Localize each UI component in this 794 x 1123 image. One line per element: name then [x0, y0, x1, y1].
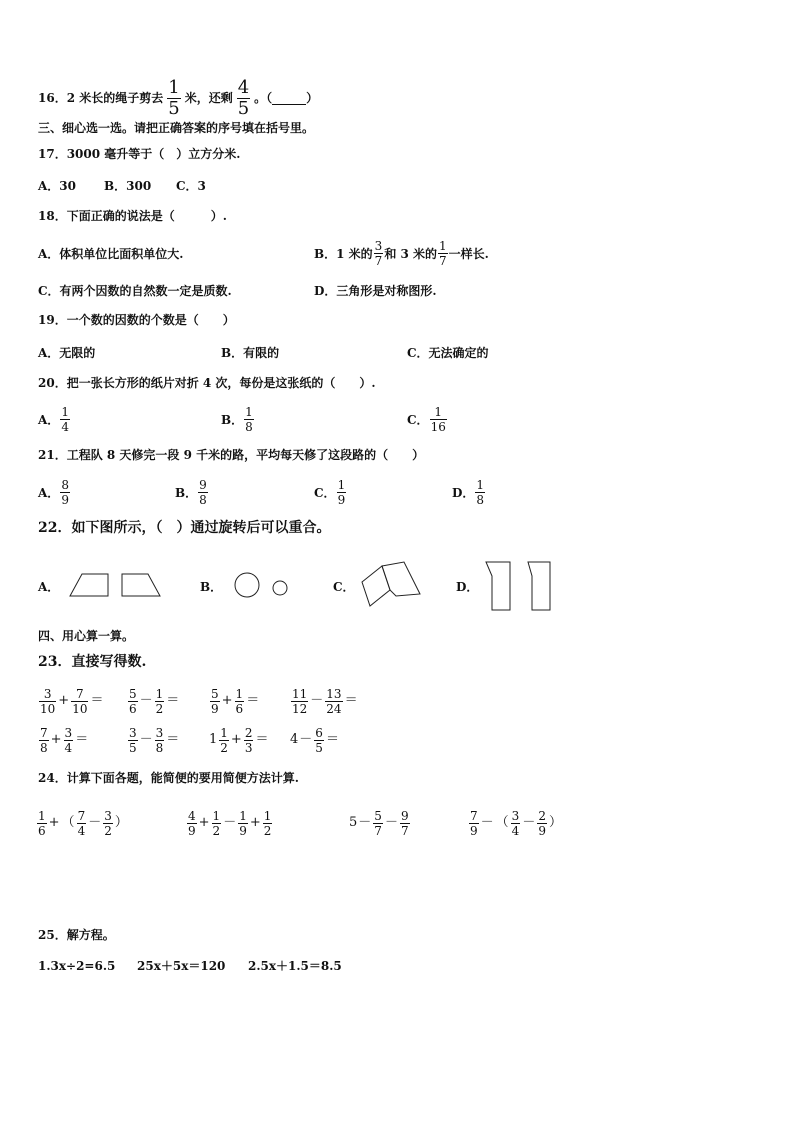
- fraction: [212, 810, 222, 837]
- denominator: 9: [188, 823, 196, 838]
- numerator: 1: [263, 808, 272, 823]
- math-symbol: ＝: [255, 732, 269, 747]
- fraction: [155, 688, 165, 715]
- q23-item-8: [290, 722, 340, 758]
- q20-option-a-label: A．: [38, 412, 60, 427]
- denominator: 8: [476, 492, 485, 507]
- q19-stem: 19．一个数的因数的个数是（ ）: [38, 313, 235, 327]
- denominator: 16: [430, 419, 446, 434]
- denominator: 9: [470, 823, 478, 838]
- math-symbol: +: [50, 732, 62, 747]
- denominator: 7: [374, 823, 382, 838]
- denominator: 10: [72, 701, 88, 716]
- math-symbol: ＝: [166, 732, 180, 747]
- q16-close: ）: [306, 91, 319, 105]
- q21-option-c[interactable]: [314, 473, 347, 511]
- numerator: 4: [237, 76, 250, 98]
- math-symbol: +: [48, 815, 60, 830]
- q21-option-a[interactable]: [38, 473, 71, 511]
- q20-option-c[interactable]: [407, 400, 448, 438]
- fraction: [37, 810, 47, 837]
- fraction: [373, 810, 383, 837]
- q23-item-3: [209, 683, 260, 719]
- denominator: 9: [61, 492, 69, 507]
- denominator: 8: [245, 419, 253, 434]
- numerator: 1: [245, 404, 253, 419]
- numerator: 3: [129, 725, 137, 740]
- denominator: 3: [244, 740, 253, 755]
- q23-item-7: [209, 722, 269, 758]
- numerator: 3: [374, 238, 383, 253]
- numerator: 3: [64, 725, 73, 740]
- math-symbol: 1: [209, 732, 218, 747]
- denominator: 9: [538, 823, 546, 838]
- q18-option-b-pre: B．1 米的: [314, 246, 373, 261]
- q16-line: [38, 76, 319, 119]
- fraction: [244, 727, 254, 754]
- math-symbol: +: [221, 693, 233, 708]
- fraction: [71, 688, 88, 715]
- math-symbol: ＝: [325, 732, 339, 747]
- q20-a-fraction: [60, 406, 70, 433]
- q21-option-b[interactable]: [175, 473, 209, 511]
- fraction: [238, 810, 248, 837]
- fraction: [39, 727, 49, 754]
- denominator: 2: [220, 740, 228, 755]
- q25-equation-3: 2.5x＋1.5＝8.5: [248, 959, 342, 973]
- q21-stem: 21．工程队 8 天修完一段 9 千米的路，平均每天修了这段路的（ ）: [38, 448, 425, 462]
- q18-option-a[interactable]: A．体积单位比面积单位大.: [38, 247, 184, 261]
- q22-option-c[interactable]: C．: [333, 580, 355, 594]
- q22-option-b[interactable]: B．: [200, 580, 223, 594]
- fraction: [187, 810, 197, 837]
- q16-mid: 米，还剩: [184, 91, 233, 105]
- q21-option-c-label: C．: [314, 485, 336, 500]
- numerator: 3: [511, 808, 520, 823]
- trapezoid-shape-2: [122, 574, 160, 596]
- q18-option-b-end: 一样长.: [448, 246, 489, 261]
- q19-option-b[interactable]: B．有限的: [221, 346, 280, 360]
- denominator: 10: [40, 701, 56, 716]
- fraction: [103, 810, 113, 837]
- q17-option-c[interactable]: C．3: [176, 179, 206, 193]
- numerator: 1: [235, 686, 244, 701]
- denominator: 9: [211, 701, 219, 716]
- q21-option-a-label: A．: [38, 485, 60, 500]
- math-symbol: －: [223, 815, 237, 830]
- q20-option-b-label: B．: [221, 412, 244, 427]
- numerator: 5: [129, 686, 137, 701]
- q21-option-d[interactable]: [452, 473, 486, 511]
- math-symbol: －: [480, 815, 494, 830]
- denominator: 7: [400, 823, 409, 838]
- numerator: 3: [155, 725, 164, 740]
- small-circle-shape: [273, 581, 287, 595]
- denominator: 12: [292, 701, 308, 716]
- numerator: 5: [211, 686, 219, 701]
- q16-answer-blank[interactable]: [272, 92, 306, 105]
- q24-stem: 24．计算下面各题，能简便的要用简便方法计算.: [38, 771, 299, 785]
- l-shape-1: [486, 562, 510, 610]
- q18-option-d[interactable]: D．三角形是对称图形.: [314, 284, 437, 298]
- q23-stem: 23．直接写得数.: [38, 654, 147, 670]
- numerator: 6: [315, 725, 323, 740]
- q18-b-fraction-1: [374, 240, 384, 267]
- q22-d-shapes: [480, 558, 556, 614]
- numerator: 2: [538, 808, 546, 823]
- numerator: 2: [244, 725, 253, 740]
- fraction: [39, 688, 56, 715]
- denominator: 5: [168, 97, 180, 119]
- denominator: 24: [326, 701, 342, 716]
- math-symbol: ＝: [90, 693, 104, 708]
- denominator: 2: [155, 701, 164, 716]
- q22-option-a[interactable]: A．: [38, 580, 60, 594]
- denominator: 8: [40, 740, 48, 755]
- denominator: 7: [439, 253, 447, 268]
- numerator: 1: [61, 404, 69, 419]
- q24-item-1: [36, 803, 129, 843]
- math-symbol: +: [198, 815, 210, 830]
- q21-option-b-label: B．: [175, 485, 198, 500]
- fraction: [511, 810, 521, 837]
- q22-a-trapezoids: [66, 570, 166, 600]
- numerator: 7: [77, 808, 86, 823]
- q18-option-b-mid: 和 3 米的: [384, 246, 438, 261]
- numerator: 9: [199, 477, 207, 492]
- q20-b-fraction: [244, 406, 254, 433]
- denominator: 6: [235, 701, 244, 716]
- section4-heading: 四、用心算一算。: [38, 629, 135, 643]
- q22-stem: 22．如下图所示，（ ）通过旋转后可以重合。: [38, 520, 331, 536]
- q17-option-b[interactable]: B．300: [104, 179, 152, 193]
- q18-stem: 18．下面正确的说法是（ ）.: [38, 209, 227, 223]
- denominator: 9: [239, 823, 247, 838]
- q25-equation-1: 1.3x÷2=6.5: [38, 959, 116, 973]
- fraction: [128, 688, 138, 715]
- q24-item-3: [349, 803, 411, 843]
- mixed-number: [209, 727, 230, 754]
- fraction: [263, 810, 273, 837]
- denominator: 4: [64, 740, 73, 755]
- numerator: 1: [434, 404, 443, 419]
- denominator: 2: [212, 823, 221, 838]
- math-symbol: （: [495, 815, 509, 830]
- q20-option-c-label: C．: [407, 412, 429, 427]
- q21-a-fraction: [60, 479, 70, 506]
- math-symbol: ＝: [75, 732, 89, 747]
- q17-stem: 17．3000 毫升等于（ ）立方分米.: [38, 147, 241, 161]
- q21-option-d-label: D．: [452, 485, 475, 500]
- numerator: 1: [439, 238, 447, 253]
- q22-b-circles: [232, 568, 292, 602]
- numerator: 1: [38, 808, 46, 823]
- fraction: [235, 688, 245, 715]
- math-symbol: －: [88, 815, 102, 830]
- numerator: 5: [374, 808, 382, 823]
- fraction: [128, 727, 138, 754]
- denominator: 4: [511, 823, 520, 838]
- math-symbol: 5: [349, 815, 358, 830]
- fraction: [314, 727, 324, 754]
- fraction: [291, 688, 308, 715]
- q24-item-4: [468, 803, 563, 843]
- section3-heading: 三、细心选一选。请把正确答案的序号填在括号里。: [38, 121, 315, 135]
- denominator: 6: [38, 823, 46, 838]
- math-symbol: ）: [114, 815, 128, 830]
- denominator: 2: [104, 823, 112, 838]
- q25-stem: 25．解方程。: [38, 928, 115, 942]
- denominator: 9: [337, 492, 346, 507]
- numerator: 1: [220, 725, 228, 740]
- denominator: 6: [129, 701, 137, 716]
- math-symbol: ＝: [166, 693, 180, 708]
- numerator: 7: [40, 725, 48, 740]
- denominator: 4: [77, 823, 86, 838]
- q20-stem: 20．把一张长方形的纸片对折 4 次，每份是这张纸的（ ）.: [38, 376, 376, 390]
- numerator: 4: [188, 808, 196, 823]
- numerator: 1: [155, 686, 164, 701]
- q22-option-d[interactable]: D．: [456, 580, 479, 594]
- q24-item-2: [186, 803, 273, 843]
- math-symbol: －: [299, 732, 313, 747]
- denominator: 8: [199, 492, 207, 507]
- fraction: [210, 688, 220, 715]
- numerator: 1: [212, 808, 221, 823]
- numerator: 7: [470, 808, 478, 823]
- denominator: 5: [237, 97, 250, 119]
- q18-b-fraction-2: [438, 240, 448, 267]
- numerator: 13: [326, 686, 342, 701]
- numerator: 1: [476, 477, 485, 492]
- math-symbol: －: [358, 815, 372, 830]
- denominator: 7: [374, 253, 383, 268]
- math-symbol: +: [58, 693, 70, 708]
- q18-option-c[interactable]: C．有两个因数的自然数一定是质数.: [38, 284, 232, 298]
- numerator: 11: [292, 686, 308, 701]
- fraction: [325, 688, 342, 715]
- denominator: 8: [155, 740, 164, 755]
- fraction: [64, 727, 74, 754]
- quad-shape-1: [362, 566, 390, 606]
- q23-item-6: [127, 722, 180, 758]
- trapezoid-shape-1: [70, 574, 108, 596]
- math-symbol: ）: [548, 815, 562, 830]
- numerator: 3: [104, 808, 112, 823]
- math-symbol: －: [139, 693, 153, 708]
- q19-option-a[interactable]: A．无限的: [38, 346, 96, 360]
- numerator: 8: [61, 477, 69, 492]
- math-symbol: +: [249, 815, 261, 830]
- q22-c-pentagons: [358, 560, 426, 610]
- fraction: [469, 810, 479, 837]
- math-symbol: －: [139, 732, 153, 747]
- q20-option-b[interactable]: [221, 400, 255, 438]
- fraction: [537, 810, 547, 837]
- q23-item-2: [127, 683, 180, 719]
- math-symbol: －: [384, 815, 398, 830]
- q21-b-fraction: [198, 479, 208, 506]
- large-circle-shape: [235, 573, 259, 597]
- q25-equation-2: 25x＋5x＝120: [137, 959, 226, 973]
- denominator: 5: [315, 740, 323, 755]
- numerator: 1: [337, 477, 346, 492]
- q16-fraction-1: [167, 76, 180, 119]
- numerator: 9: [400, 808, 409, 823]
- denominator: 4: [61, 419, 69, 434]
- fraction: [77, 810, 87, 837]
- q21-c-fraction: [337, 479, 347, 506]
- q19-option-c[interactable]: C．无法确定的: [407, 346, 489, 360]
- fraction: [400, 810, 410, 837]
- l-shape-2: [528, 562, 550, 610]
- q23-item-1: [38, 683, 104, 719]
- q20-c-fraction: [430, 406, 447, 433]
- math-symbol: （: [61, 815, 75, 830]
- q18-option-b[interactable]: [314, 235, 489, 271]
- numerator: 3: [43, 686, 52, 701]
- denominator: 2: [263, 823, 272, 838]
- math-symbol: ＝: [246, 693, 260, 708]
- denominator: 5: [129, 740, 137, 755]
- numerator: 7: [76, 686, 84, 701]
- q23-item-4: [290, 683, 359, 719]
- q20-option-a[interactable]: [38, 400, 71, 438]
- numerator: 1: [168, 76, 180, 98]
- math-symbol: －: [310, 693, 324, 708]
- q21-d-fraction: [475, 479, 485, 506]
- math-symbol: +: [230, 732, 242, 747]
- math-symbol: －: [522, 815, 536, 830]
- q23-item-5: [38, 722, 89, 758]
- q16-fraction-2: [237, 76, 250, 119]
- q16-prefix: 16．2 米长的绳子剪去: [38, 91, 164, 105]
- math-symbol: 4: [290, 732, 299, 747]
- math-symbol: ＝: [344, 693, 358, 708]
- quad-shape-2: [382, 562, 420, 596]
- numerator: 1: [239, 808, 247, 823]
- q16-end: 。（: [254, 91, 273, 105]
- fraction: [155, 727, 165, 754]
- q17-option-a[interactable]: A．30: [38, 179, 77, 193]
